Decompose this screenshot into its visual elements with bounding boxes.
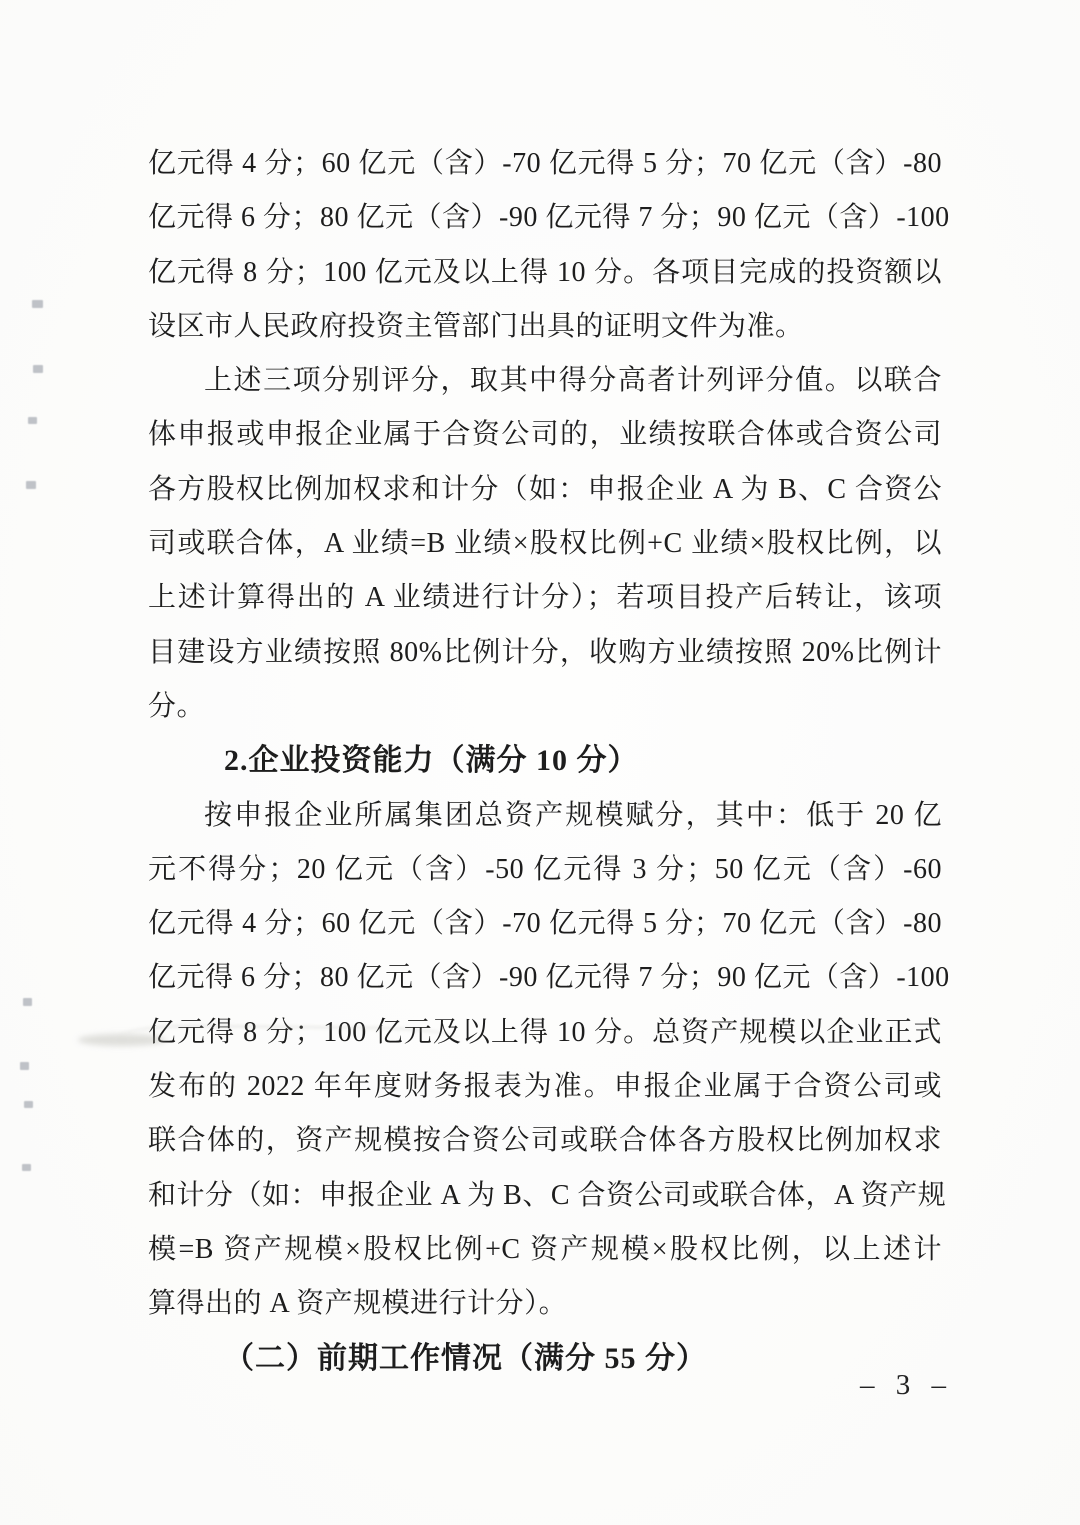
text-line: 各方股权比例加权求和计分（如：申报企业 A 为 B、C 合资公 (148, 473, 942, 505)
page-number: – 3 – (860, 1369, 953, 1401)
scan-speck (155, 488, 160, 492)
subsection-heading-investment-capacity: 2.企业投资能力（满分 10 分） (224, 744, 639, 778)
text-line: 亿元得 8 分；100 亿元及以上得 10 分。各项目完成的投资额以 (148, 256, 942, 288)
scan-speck (32, 300, 43, 308)
text-line: 联合体的，资产规模按合资公司或联合体各方股权比例加权求 (148, 1125, 942, 1157)
text-line-paragraph-start: 上述三项分别评分，取其中得分高者计列评分值。以联合 (204, 365, 942, 397)
text-line: 体申报或申报企业属于合资公司的，业绩按联合体或合资公司 (148, 419, 942, 451)
text-line-paragraph-end: 算得出的 A 资产规模进行计分）。 (148, 1288, 568, 1320)
text-line-paragraph-end: 分。 (148, 690, 206, 722)
text-line: 亿元得 4 分；60 亿元（含）-70 亿元得 5 分；70 亿元（含）-80 (148, 148, 942, 179)
text-line: 上述计算得出的 A 业绩进行计分）；若项目投产后转让，该项 (148, 582, 942, 614)
scan-speck (24, 1101, 33, 1108)
text-line: 亿元得 6 分；80 亿元（含）-90 亿元得 7 分；90 亿元（含）-100 (148, 962, 950, 994)
scan-smudge-arc (120, 1024, 460, 1052)
text-line-paragraph-start: 按申报企业所属集团总资产规模赋分，其中：低于 20 亿 (204, 799, 942, 831)
scan-speck (26, 481, 36, 489)
text-line: 模=B 资产规模×股权比例+C 资产规模×股权比例，以上述计 (148, 1233, 942, 1265)
section-heading-previous-work: （二）前期工作情况（满分 55 分） (224, 1341, 707, 1375)
scan-speck (22, 1164, 31, 1171)
text-line: 设区市人民政府投资主管部门出具的证明文件为准。 (148, 310, 804, 342)
scan-speck (23, 998, 32, 1006)
scan-speck (20, 1062, 29, 1070)
text-line: 元不得分；20 亿元（含）-50 亿元得 3 分；50 亿元（含）-60 (148, 853, 942, 885)
scan-speck (28, 417, 37, 424)
text-line: 亿元得 6 分；80 亿元（含）-90 亿元得 7 分；90 亿元（含）-100 (148, 202, 950, 234)
document-text-block (148, 137, 950, 1386)
scan-speck (154, 430, 159, 435)
text-line: 亿元得 4 分；60 亿元（含）-70 亿元得 5 分；70 亿元（含）-80 (148, 908, 942, 940)
text-line: 亿元得 8 分；100 亿元及以上得 10 分。总资产规模以企业正式 (148, 1016, 942, 1048)
text-line: 发布的 2022 年年度财务报表为准。申报企业属于合资公司或 (148, 1071, 942, 1103)
text-line: 司或联合体，A 业绩=B 业绩×股权比例+C 业绩×股权比例，以 (148, 528, 942, 560)
scan-speck (33, 365, 43, 373)
text-line: 和计分（如：申报企业 A 为 B、C 合资公司或联合体，A 资产规 (148, 1179, 947, 1211)
text-line: 目建设方业绩按照 80%比例计分，收购方业绩按照 20%比例计 (148, 636, 942, 668)
